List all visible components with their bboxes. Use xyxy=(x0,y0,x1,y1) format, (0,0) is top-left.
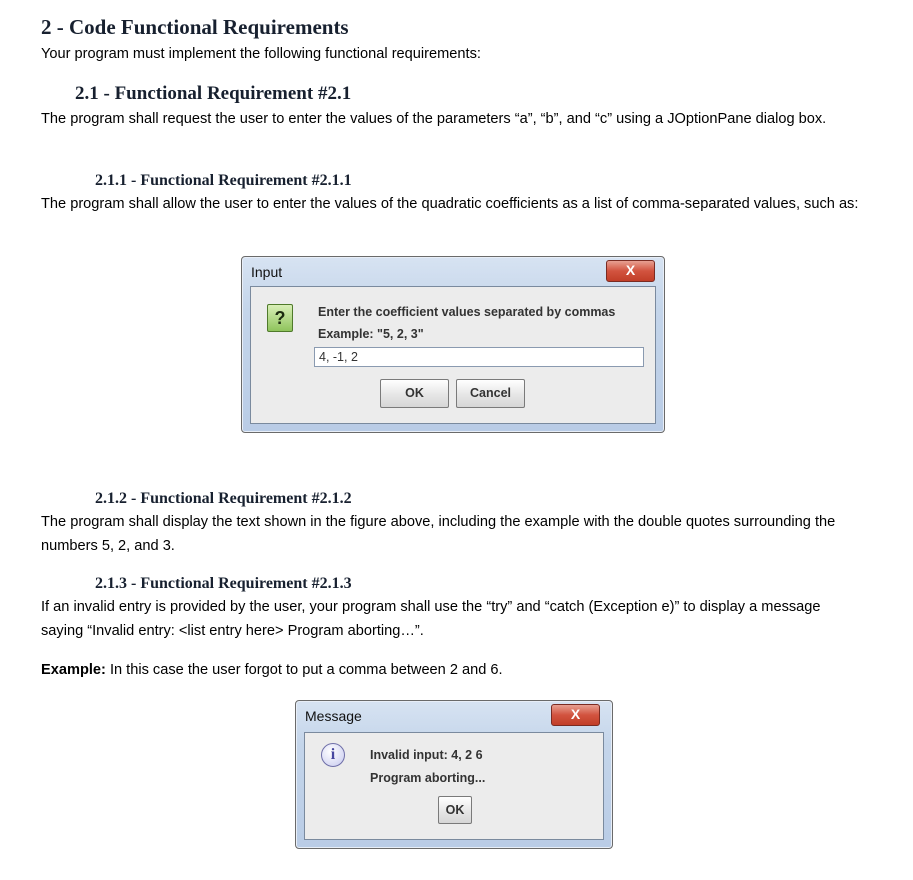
input-dialog-line2: Example: "5, 2, 3" xyxy=(318,327,424,341)
coefficient-input[interactable]: 4, -1, 2 xyxy=(314,347,644,367)
example-text: In this case the user forgot to put a comma between 2 and 6. xyxy=(105,662,503,678)
section-2-1-1-body: The program shall allow the user to enter the values of the quadratic coefficients as a list of comma-separated values, such as: xyxy=(41,196,859,212)
input-dialog xyxy=(241,256,665,433)
message-line2: Program aborting... xyxy=(370,771,486,785)
section-2-1-body: The program shall request the user to enter the values of the parameters “a”, “b”, and “c” using a JOptionPane dialog box. xyxy=(41,111,827,127)
section-2-1-2-heading: 2.1.2 - Functional Requirement #2.1.2 xyxy=(95,490,352,507)
question-icon: ? xyxy=(267,304,293,332)
message-dialog-close-button[interactable]: X xyxy=(551,704,600,726)
message-dialog xyxy=(295,700,613,849)
input-dialog-close-button[interactable]: X xyxy=(606,260,655,282)
section-2-1-3-heading: 2.1.3 - Functional Requirement #2.1.3 xyxy=(95,575,352,592)
message-line1: Invalid input: 4, 2 6 xyxy=(370,748,483,762)
message-dialog-title: Message xyxy=(305,708,362,724)
section-2-1-1-heading: 2.1.1 - Functional Requirement #2.1.1 xyxy=(95,172,352,189)
input-dialog-title: Input xyxy=(251,264,283,280)
section-2-1-heading: 2.1 - Functional Requirement #2.1 xyxy=(75,83,352,104)
message-dialog-content xyxy=(304,732,604,840)
input-dialog-line1: Enter the coefficient values separated by commas xyxy=(318,305,616,319)
section-2-intro: Your program must implement the following functional requirements: xyxy=(41,46,481,62)
section-2-1-3-body: If an invalid entry is provided by the user, your program shall use the “try” and “catch (Exception e)” to display a message saying “Invalid entry: <list entry here> Program aborting…”. xyxy=(41,599,821,639)
example-line xyxy=(41,658,503,682)
example-label: Example: xyxy=(41,662,106,678)
ok-button[interactable]: OK xyxy=(380,379,449,408)
section-2-1-2-body: The program shall display the text shown in the figure above, including the example with the double quotes surrounding the numbers 5, 2, and 3. xyxy=(41,514,836,554)
message-ok-button[interactable]: OK xyxy=(438,796,472,824)
section-2-heading: 2 - Code Functional Requirements xyxy=(41,15,349,39)
info-icon: i xyxy=(321,743,345,767)
cancel-button[interactable]: Cancel xyxy=(456,379,525,408)
input-dialog-content xyxy=(250,286,656,424)
